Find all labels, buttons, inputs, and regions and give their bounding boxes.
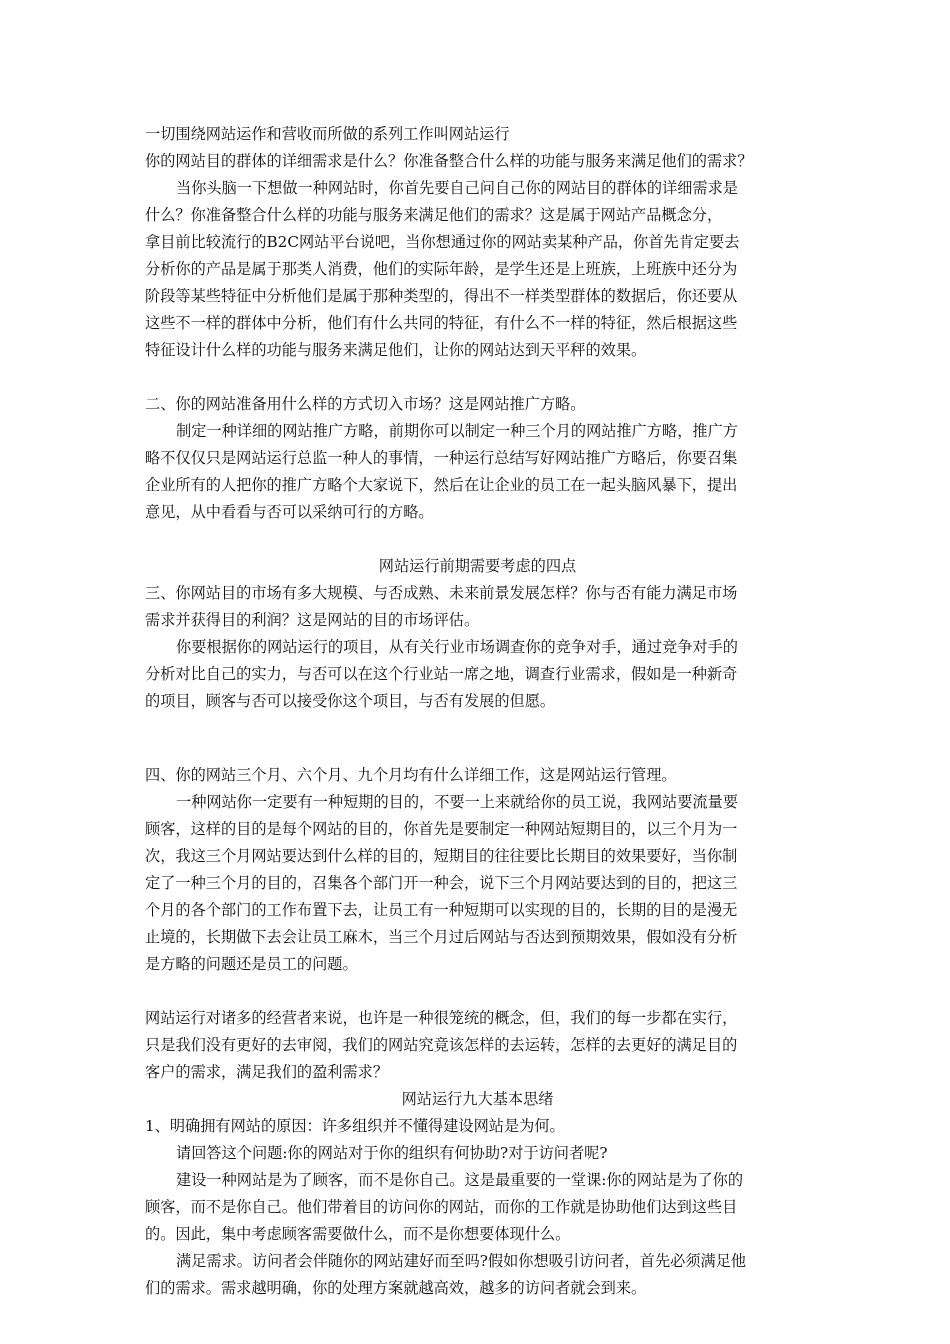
- paragraph-line: 什么？你准备整合什么样的功能与服务来满足他们的需求？这是属于网站产品概念分，: [145, 206, 723, 224]
- intro-line: 一切围绕网站运作和营收而所做的系列工作叫网站运行: [145, 125, 510, 143]
- section-heading: 二、你的网站准备用什么样的方式切入市场？这是网站推广方略。: [145, 395, 586, 413]
- paragraph-line: 满足需求。访问者会伴随你的网站建好而至吗?假如你想吸引访问者，首先必须满足他: [176, 1252, 747, 1270]
- paragraph-line: 次，我这三个月网站要达到什么样的目的，短期目的往往要比长期目的效果要好，当你制: [145, 847, 738, 865]
- paragraph-line: 的项目，顾客与否可以接受你这个项目，与否有发展的但愿。: [145, 692, 556, 710]
- paragraph-line: 顾客，而不是你自己。他们带着目的访问你的网站，而你的工作就是协助他们达到这些目: [145, 1198, 738, 1216]
- paragraph-line: 阶段等某些特征中分析他们是属于那种类型的，得出不一样类型群体的数据后，你还要从: [145, 287, 738, 305]
- paragraph-line: 是方略的问题还是员工的问题。: [145, 955, 358, 973]
- spacer: [145, 526, 810, 553]
- paragraph-line: 一种网站你一定要有一种短期的目的，不要一上来就给你的员工说，我网站要流量要: [176, 793, 738, 811]
- paragraph-line: 网站运行对诸多的经营者来说，也许是一种很笼统的概念，但，我们的每一步都在实行，: [145, 1009, 738, 1027]
- spacer: [145, 715, 810, 762]
- paragraph-line: 需求并获得目的利润？这是网站的目的市场评估。: [145, 611, 480, 629]
- paragraph-line: 制定一种详细的网站推广方略，前期你可以制定一种三个月的网站推广方略，推广方: [176, 422, 738, 440]
- section-heading: 三、你网站目的市场有多大规模、与否成熟、未来前景发展怎样？你与否有能力满足市场: [145, 584, 738, 602]
- paragraph-line: 们的需求。需求越明确，你的处理方案就越高效，越多的访问者就会到来。: [145, 1279, 647, 1297]
- centered-heading: 网站运行九大基本思绪: [401, 1090, 554, 1108]
- numbered-item: 1、明确拥有网站的原因：许多组织并不懂得建设网站是为何。: [145, 1117, 565, 1135]
- spacer: [145, 978, 810, 1005]
- paragraph-line: 顾客，这样的目的是每个网站的目的，你首先是要制定一种网站短期目的，以三个月为一: [145, 820, 738, 838]
- question-line: 你的网站目的群体的详细需求是什么？你准备整合什么样的功能与服务来满足他们的需求？: [145, 152, 753, 170]
- paragraph-line: 定了一种三个月的目的，召集各个部门开一种会，说下三个月网站要达到的目的，把这三: [145, 874, 738, 892]
- paragraph-line: 客户的需求，满足我们的盈利需求？: [145, 1063, 388, 1081]
- section-heading: 四、你的网站三个月、六个月、九个月均有什么详细工作，这是网站运行管理。: [145, 766, 677, 784]
- paragraph-line: 止境的，长期做下去会让员工麻木，当三个月过后网站与否达到预期效果，假如没有分析: [145, 928, 738, 946]
- document-body: [145, 121, 810, 1302]
- spacer: [145, 364, 810, 391]
- paragraph-line: 拿目前比较流行的B2C网站平台说吧，当你想通过你的网站卖某种产品，你首先肯定要去: [145, 233, 740, 251]
- paragraph-line: 请回答这个问题:你的网站对于你的组织有何协助?对于访问者呢?: [176, 1144, 608, 1162]
- paragraph-line: 建设一种网站是为了顾客，而不是你自己。这是最重要的一堂课:你的网站是为了你的: [176, 1171, 744, 1189]
- paragraph-line: 个月的各个部门的工作布置下去，让员工有一种短期可以实现的目的，长期的目的是漫无: [145, 901, 738, 919]
- paragraph-line: 略不仅仅只是网站运行总监一种人的事情，一种运行总结写好网站推广方略后，你要召集: [145, 449, 738, 467]
- centered-heading: 网站运行前期需要考虑的四点: [378, 557, 577, 575]
- paragraph-line: 特征设计什么样的功能与服务来满足他们，让你的网站达到天平秤的效果。: [145, 341, 647, 359]
- paragraph-line: 分析你的产品是属于那类人消费，他们的实际年龄，是学生还是上班族，上班族中还分为: [145, 260, 738, 278]
- paragraph-line: 只是我们没有更好的去审阅，我们的网站究竟该怎样的去运转，怎样的去更好的满足目的: [145, 1036, 738, 1054]
- paragraph-line: 你要根据你的网站运行的项目，从有关行业市场调查你的竞争对手，通过竞争对手的: [176, 638, 738, 656]
- paragraph-line: 这些不一样的群体中分析，他们有什么共同的特征，有什么不一样的特征，然后根据这些: [145, 314, 738, 332]
- paragraph-line: 企业所有的人把你的推广方略个大家说下，然后在让企业的员工在一起头脑风暴下，提出: [145, 476, 738, 494]
- paragraph-line: 的。因此，集中考虑顾客需要做什么，而不是你想要体现什么。: [145, 1225, 571, 1243]
- paragraph-line: 意见，从中看看与否可以采纳可行的方略。: [145, 503, 434, 521]
- paragraph-line: 分析对比自己的实力，与否可以在这个行业站一席之地，调查行业需求，假如是一种新奇: [145, 665, 738, 683]
- paragraph-line: 当你头脑一下想做一种网站时，你首先要自己问自己你的网站目的群体的详细需求是: [176, 179, 738, 197]
